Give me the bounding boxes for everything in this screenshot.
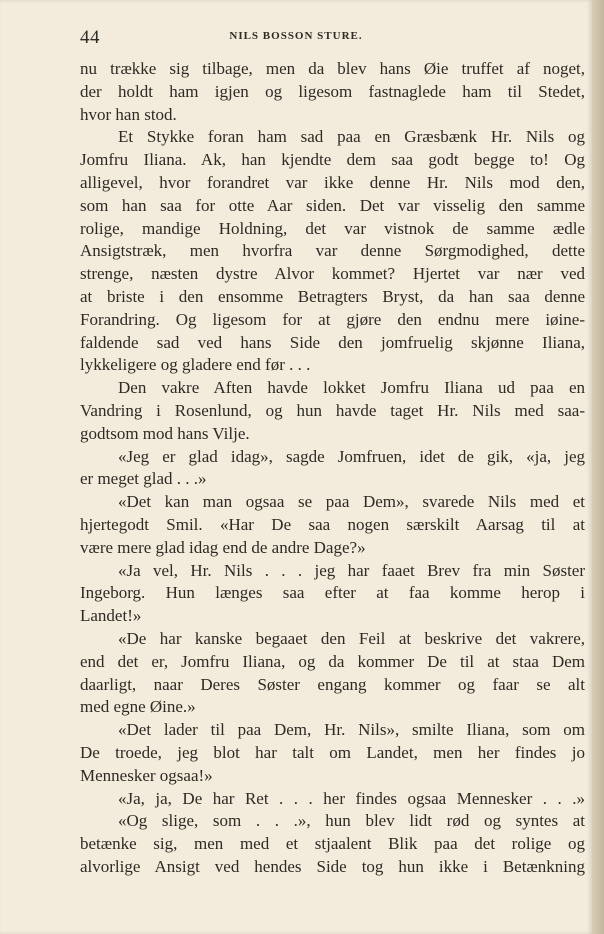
page-number: 44 xyxy=(80,27,100,48)
paragraph-line: Den vakre Aften havde lokket Jomfru Iliana ud paa en xyxy=(118,378,585,398)
running-title: NILS BOSSON STURE. xyxy=(229,30,363,42)
paragraph-line: er meget glad . . .» xyxy=(80,469,207,489)
paragraph-line: Ingeborg. Hun længes saa efter at faa komme herop i xyxy=(80,583,585,603)
paragraph-line: der holdt ham igjen og ligesom fastnaglede ham til Stedet, xyxy=(80,81,585,101)
paragraph-line: «Det lader til paa Dem, Hr. Nils», smilte Iliana, som om xyxy=(118,720,585,740)
paragraph-line: rolige, mandige Holdning, det var vistnok de samme ædle xyxy=(80,218,585,238)
paragraph-line: strenge, næsten dystre Alvor kommet? Hjertet var nær ved xyxy=(80,264,585,284)
paragraph-line: Ansigtstræk, men hvorfra var denne Sørgmodighed, dette xyxy=(80,241,585,261)
paragraph-line: faldende sad ved hans Side den jomfruelig skjønne Iliana, xyxy=(80,332,585,352)
paragraph-line: «Og slige, som . . .», hun blev lidt rød og syntes at xyxy=(118,811,585,831)
paragraph-line: «Ja, ja, De har Ret . . . her findes ogsaa Mennesker . . .» xyxy=(118,788,585,808)
paragraph-line: godtsom mod hans Vilje. xyxy=(80,423,250,443)
paragraph-line: med egne Øine.» xyxy=(80,697,196,717)
page-edge xyxy=(592,0,604,934)
paragraph-line: Vandring i Rosenlund, og hun havde taget Hr. Nils med saa- xyxy=(80,400,585,420)
paragraph-line: end det er, Jomfru Iliana, og da kommer De til at staa Dem xyxy=(80,651,585,671)
paragraph-line: alligevel, hvor forandret var ikke denne Hr. Nils mod den, xyxy=(80,172,585,192)
paragraph-line: at briste i den ensomme Betragters Bryst, da han saa denne xyxy=(80,286,585,306)
paragraph-line: «De har kanske begaaet den Feil at beskrive det vakrere, xyxy=(118,628,585,648)
paragraph-line: «Ja vel, Hr. Nils . . . jeg har faaet Brev fra min Søster xyxy=(118,560,585,580)
paragraph-line: «Jeg er glad idag», sagde Jomfruen, idet de gik, «ja, jeg xyxy=(118,446,585,466)
paragraph-line: Mennesker ogsaa!» xyxy=(80,765,213,785)
paragraph-line: Forandring. Og ligesom for at gjøre den endnu mere iøine- xyxy=(80,309,585,329)
paragraph-line: alvorlige Ansigt ved hendes Side tog hun ikke i Betænkning xyxy=(80,856,585,876)
paragraph-line: daarligt, naar Deres Søster engang kommer og faar se alt xyxy=(80,674,585,694)
body-text xyxy=(80,58,585,879)
paragraph-line: hvor han stod. xyxy=(80,104,177,124)
paragraph-line: nu trække sig tilbage, men da blev hans Øie truffet af noget, xyxy=(80,59,585,78)
paragraph-line: De troede, jeg blot har talt om Landet, men her findes jo xyxy=(80,742,585,762)
paragraph-line: betænke sig, men med et stjaalent Blik paa det rolige og xyxy=(80,834,585,854)
paragraph-line: «Det kan man ogsaa se paa Dem», svarede Nils med et xyxy=(118,492,585,512)
paragraph-line: som han saa for otte Aar siden. Det var visselig den samme xyxy=(80,195,585,215)
paragraph-line: Jomfru Iliana. Ak, han kjendte dem saa godt begge to! Og xyxy=(80,150,585,170)
paragraph-line: lykkeligere og gladere end før . . . xyxy=(80,355,311,375)
paragraph-line: være mere glad idag end de andre Dage?» xyxy=(80,537,366,557)
paragraph-line: Et Stykke foran ham sad paa en Græsbænk Hr. Nils og xyxy=(118,127,585,147)
paragraph-line: Landet!» xyxy=(80,606,142,626)
paragraph-line: hjertegodt Smil. «Har De saa nogen særskilt Aarsag til at xyxy=(80,514,585,534)
